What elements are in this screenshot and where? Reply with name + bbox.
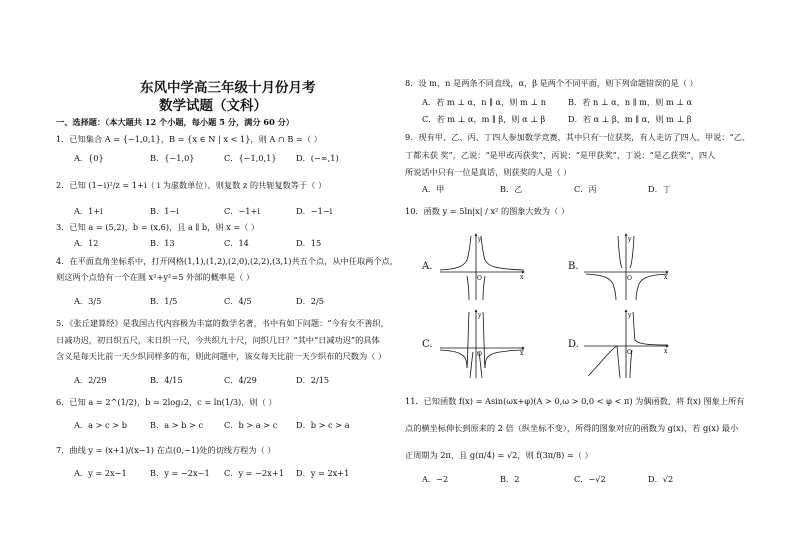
graph-d-x-label: x <box>664 348 668 355</box>
q1-option-b: B．{−1,0} <box>150 153 195 163</box>
q2-option-a: A．1+i <box>74 206 103 216</box>
q5-option-d: D．2/15 <box>296 375 330 385</box>
q5-option-a: A．2/29 <box>74 375 107 385</box>
q1-option-a: A．{0} <box>74 153 104 163</box>
q8-option-d: D．若 α ⊥ β，m ∥ α，则 m ⊥ β <box>568 114 692 124</box>
q8-option-b: B．若 n ⊥ α，n ∥ m，则 m ⊥ α <box>568 97 693 107</box>
q10-option-b-label: B. <box>568 261 579 272</box>
graph-b <box>582 232 672 302</box>
q7-option-c: C．y = −2x+1 <box>224 468 284 478</box>
graph-d <box>582 308 672 380</box>
q11-option-d: D．√2 <box>648 474 674 484</box>
q3-option-d: D．15 <box>296 238 322 248</box>
q3-option-c: C．14 <box>224 238 249 248</box>
q1-option-c: C．{−1,0,1} <box>224 153 277 163</box>
question-8-stem: 8．设 m，n 是两条不同直线，α，β 是两个不同平面，则下列命题错误的是（ ） <box>405 78 698 88</box>
graph-c-origin-label: O <box>477 351 482 358</box>
q11-option-c: C．−√2 <box>574 474 606 484</box>
graph-b-x-label: x <box>664 274 668 281</box>
q8-option-a: A．若 m ⊥ α，n ∥ α，则 m ⊥ n <box>422 97 546 107</box>
q9-option-b: B．乙 <box>500 184 523 194</box>
q11-option-b: B．2 <box>500 474 520 484</box>
question-5-stem-line3: 含义是每天比前一天少织同样多的布，则此问题中，该女每天比前一天少织布的尺数为（ ） <box>56 351 387 361</box>
question-9-stem-line1: 9．现有甲、乙、丙、丁四人参加数学竞赛，其中只有一位获奖，有人走访了四人，甲说：“乙、 <box>405 132 751 142</box>
question-11-stem-line3: 正周期为 2π，且 g(π/4) = √2，则 f(3π/8) =（ ） <box>405 450 593 460</box>
graph-a-origin-label: O <box>477 275 482 282</box>
q3-option-b: B．13 <box>150 238 175 248</box>
q10-option-a-label: A. <box>422 261 433 272</box>
question-9-stem-line3: 所说话中只有一位是真话，则获奖的人是（ ） <box>405 167 572 177</box>
q7-option-b: B．y = −2x−1 <box>150 468 210 478</box>
q9-option-d: D．丁 <box>648 184 671 194</box>
question-11-stem-line2: 点的横坐标伸长到原来的 2 倍（纵坐标不变），所得的图象对应的函数为 g(x)，若 g(x) 最小 <box>405 423 739 433</box>
graph-b-origin-label: O <box>627 275 632 282</box>
question-11-stem-line1: 11．已知函数 f(x) = Asin(ωx+φ)(A > 0,ω > 0,0 < φ < π) 为偶函数，将 f(x) 图象上所有 <box>405 396 745 406</box>
graph-b-y-label: y <box>628 236 632 243</box>
question-1-stem: 1．已知集合 A = {−1,0,1}，B = {x ∈ N | x < 1}，则 A ∩ B =（ ） <box>56 134 322 144</box>
q9-option-a: A．甲 <box>422 184 445 194</box>
q7-option-d: D．y = 2x+1 <box>296 468 350 478</box>
q6-option-c: C．b > a > c <box>224 420 278 430</box>
q4-option-a: A．3/5 <box>74 296 102 306</box>
question-10-stem: 10．函数 y = 5ln|x| / x² 的图象大致为（ ） <box>405 206 570 216</box>
exam-title: 东风中学高三年级十月份月考 <box>140 80 316 96</box>
q4-option-b: B．1/5 <box>150 296 178 306</box>
q2-option-d: D．−1−i <box>296 206 333 216</box>
q5-option-b: B．4/15 <box>150 375 183 385</box>
graph-a <box>438 232 528 302</box>
question-4-stem-line2: 则这两个点恰有一个在圆 x²+y²=5 外部的概率是（ ） <box>56 272 255 282</box>
question-3-stem: 3．已知 a = (5,2)，b = (x,6)，且 a ∥ b，则 x =（ ） <box>56 222 260 232</box>
q6-option-b: B．a > b > c <box>150 420 204 430</box>
graph-a-y-label: y <box>478 236 482 243</box>
graph-c <box>438 308 528 380</box>
question-5-stem-line2: 日减功迟，初日织五尺，末日织一尺，今共织九十尺，问织几日？”其中“日减功迟”的具体 <box>56 335 380 345</box>
q4-option-d: D．2/5 <box>296 296 324 306</box>
question-5-stem-line1: 5．《张丘建算经》是我国古代内容极为丰富的数学名著，书中有如下问题：“今有女不善织， <box>56 318 389 328</box>
graph-d-origin-label: O <box>627 349 632 356</box>
section-heading: 一、选择题：（本大题共 12 个小题，每小题 5 分，满分 60 分） <box>56 117 294 127</box>
question-7-stem: 7．曲线 y = (x+1)/(x−1) 在点(0,−1)处的切线方程为（ ） <box>56 445 276 455</box>
q9-option-c: C．丙 <box>574 184 597 194</box>
q5-option-c: C．4/29 <box>224 375 257 385</box>
question-9-stem-line2: 丁都未获 奖”，乙说：“是甲或丙获奖”，丙说：“是甲获奖”，丁说：“是乙获奖”，四人 <box>405 150 716 160</box>
q10-option-d-label: D. <box>568 339 579 350</box>
question-2-stem: 2．已知 (1−i)²/z = 1+i（ i 为虚数单位），则复数 z 的共轭复数等于（ ） <box>56 180 327 190</box>
graph-d-y-label: y <box>628 312 632 319</box>
question-4-stem-line1: 4．在平面直角坐标系中，打开网格(1,1),(1,2),(2,0),(2,2),(3,1)共五个点，从中任取两个点， <box>56 256 398 266</box>
q4-option-c: C．4/5 <box>224 296 252 306</box>
graph-a-x-label: x <box>520 274 524 281</box>
q7-option-a: A．y = 2x−1 <box>74 468 127 478</box>
q6-option-d: D．b > c > a <box>296 420 350 430</box>
q10-option-c-label: C. <box>422 339 433 350</box>
q2-option-c: C．−1+i <box>224 206 261 216</box>
q1-option-d: D．(−∞,1) <box>296 153 339 163</box>
q6-option-a: A．a > c > b <box>74 420 127 430</box>
graph-c-y-label: y <box>478 312 482 319</box>
graph-c-x-label: x <box>520 350 524 357</box>
exam-subtitle: 数学试题（文科） <box>159 98 267 114</box>
question-6-stem: 6．已知 a = 2^(1/2)，b = 2log₂2，c = ln(1/3)，则（ ） <box>56 397 277 407</box>
q8-option-c: C．若 m ⊥ α，m ∥ β，则 α ⊥ β <box>422 114 546 124</box>
q11-option-a: A．−2 <box>422 474 449 484</box>
q3-option-a: A．12 <box>74 238 99 248</box>
q2-option-b: B．1−i <box>150 206 179 216</box>
